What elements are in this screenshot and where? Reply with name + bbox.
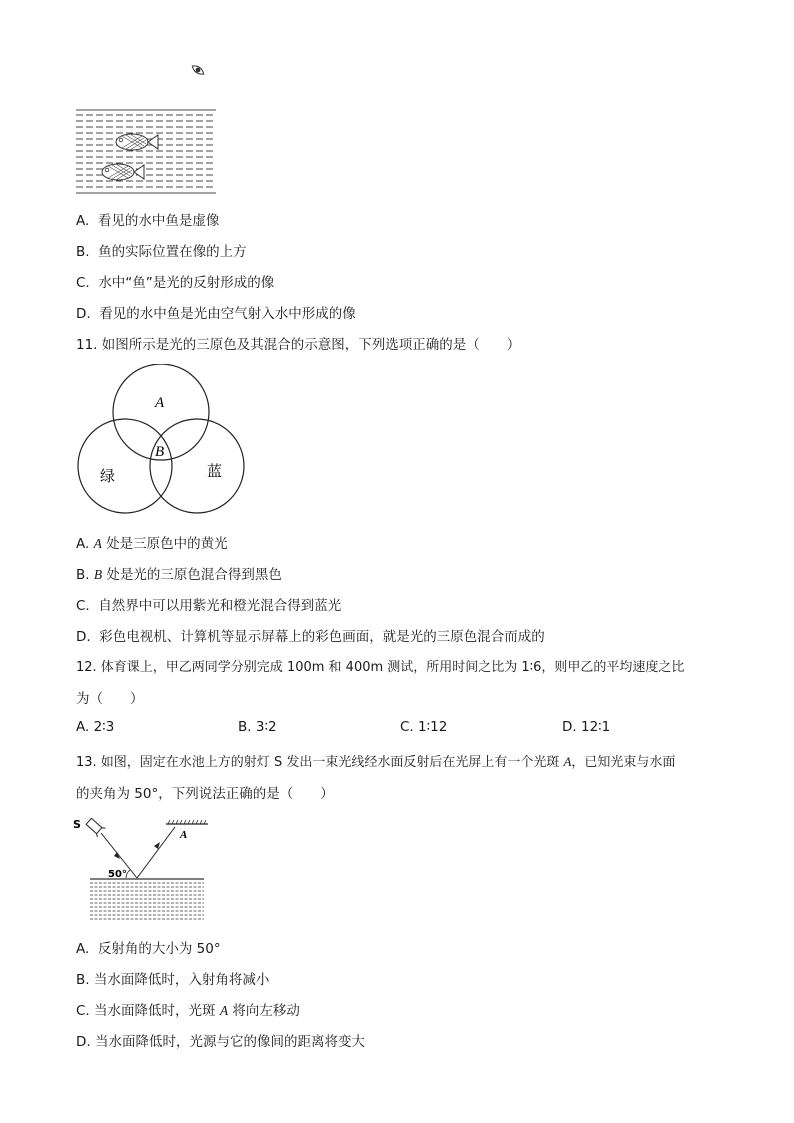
- option-text: 12∶1: [580, 719, 611, 735]
- option-label: D.: [562, 719, 577, 735]
- fish-image-icon: [116, 134, 158, 150]
- option-label: D.: [76, 629, 91, 645]
- option-label: B.: [76, 244, 90, 260]
- q11-stem: 11. 如图所示是光的三原色及其混合的示意图，下列选项正确的是（ ）: [76, 337, 521, 353]
- q13-option-a: [76, 937, 221, 957]
- circle-blue: [150, 419, 244, 513]
- option-text: 处是光的三原色混合得到黑色: [106, 567, 282, 583]
- q12-stem-line1: 12. 体育课上，甲乙两同学分别完成 100m 和 400m 测试，所用时间之比为 1∶6，则甲乙的平均速度之比: [76, 660, 685, 675]
- option-text: 2∶3: [93, 719, 115, 735]
- q11-option-c: [76, 594, 341, 614]
- q13-reflection-diagram: [70, 812, 215, 924]
- option-label: C.: [76, 275, 90, 291]
- option-text: 1∶12: [418, 719, 448, 735]
- venn-label-a: A: [155, 395, 165, 411]
- q12-option-a: [76, 719, 114, 735]
- venn-label-blue: 蓝: [207, 462, 223, 480]
- option-label: C.: [76, 1003, 90, 1019]
- option-text: 看见的水中鱼是光由空气射入水中形成的像: [99, 306, 356, 322]
- q11-venn-diagram: [70, 364, 255, 514]
- option-text: 看见的水中鱼是虚像: [97, 213, 220, 229]
- water-surface: [90, 879, 204, 919]
- fish-real-icon: [102, 164, 144, 180]
- q11-option-b: [76, 563, 282, 583]
- option-label: B.: [76, 567, 90, 583]
- option-label: C.: [400, 719, 414, 735]
- option-label: D.: [76, 306, 91, 322]
- eye-icon: [191, 64, 206, 77]
- q10-option-a: [76, 209, 219, 229]
- venn-label-green: 绿: [100, 467, 116, 485]
- q13-stem-line1: 13. 如图，固定在水池上方的射灯 S 发出一束光线经水面反射后在光屏上有一个光斑 A，已知光束与水面: [76, 754, 676, 770]
- q13-option-c: C. 当水面降低时，光斑 A 将向左移动: [76, 1003, 300, 1019]
- option-text: 当水面降低时，入射角将减小: [93, 972, 270, 988]
- option-label: A.: [76, 941, 90, 957]
- option-text: 3∶2: [255, 719, 277, 735]
- circle-green: [78, 419, 172, 513]
- reflected-ray: [137, 827, 175, 878]
- venn-label-b: B: [155, 444, 165, 460]
- option-var: A: [93, 536, 102, 551]
- q10-figure: [70, 58, 230, 198]
- option-text: 水中“鱼”是光的反射形成的像: [98, 275, 275, 291]
- q13-stem-line2: 的夹角为 50°，下列说法正确的是（ ）: [76, 786, 334, 802]
- water-body: [76, 110, 216, 193]
- option-label: A.: [76, 536, 90, 552]
- q13-option-b: [76, 968, 269, 988]
- label-a: A: [180, 829, 188, 841]
- option-label: A.: [76, 719, 90, 735]
- option-text: 当水面降低时，光源与它的像间的距离将变大: [94, 1034, 365, 1050]
- label-s: S: [73, 818, 81, 831]
- option-text: 处是三原色中的黄光: [106, 536, 228, 552]
- option-text: 彩色电视机、计算机等显示屏幕上的彩色画面，就是光的三原色混合而成的: [99, 629, 545, 645]
- option-label: B.: [76, 972, 90, 988]
- q10-option-c: [76, 271, 274, 291]
- q10-option-d: [76, 302, 356, 322]
- q12-option-b: [238, 719, 277, 735]
- q12-option-d: [562, 719, 610, 735]
- q11-option-d: [76, 625, 545, 645]
- option-text: 鱼的实际位置在像的上方: [98, 244, 247, 260]
- option-label: D.: [76, 1034, 91, 1050]
- option-label: B.: [238, 719, 252, 735]
- option-text: 自然界中可以用紫光和橙光混合得到蓝光: [98, 598, 342, 614]
- q12-stem-line2: 为（ ）: [76, 691, 144, 707]
- q11-option-a: [76, 532, 228, 552]
- option-var: B: [93, 567, 103, 582]
- option-text: 反射角的大小为 50°: [97, 941, 221, 957]
- option-label: C.: [76, 598, 90, 614]
- light-screen: [166, 820, 208, 824]
- angle-label: 50°: [108, 869, 127, 880]
- option-label: A.: [76, 213, 90, 229]
- q12-option-c: [400, 719, 447, 735]
- q10-option-b: [76, 240, 247, 260]
- q13-option-d: [76, 1030, 365, 1050]
